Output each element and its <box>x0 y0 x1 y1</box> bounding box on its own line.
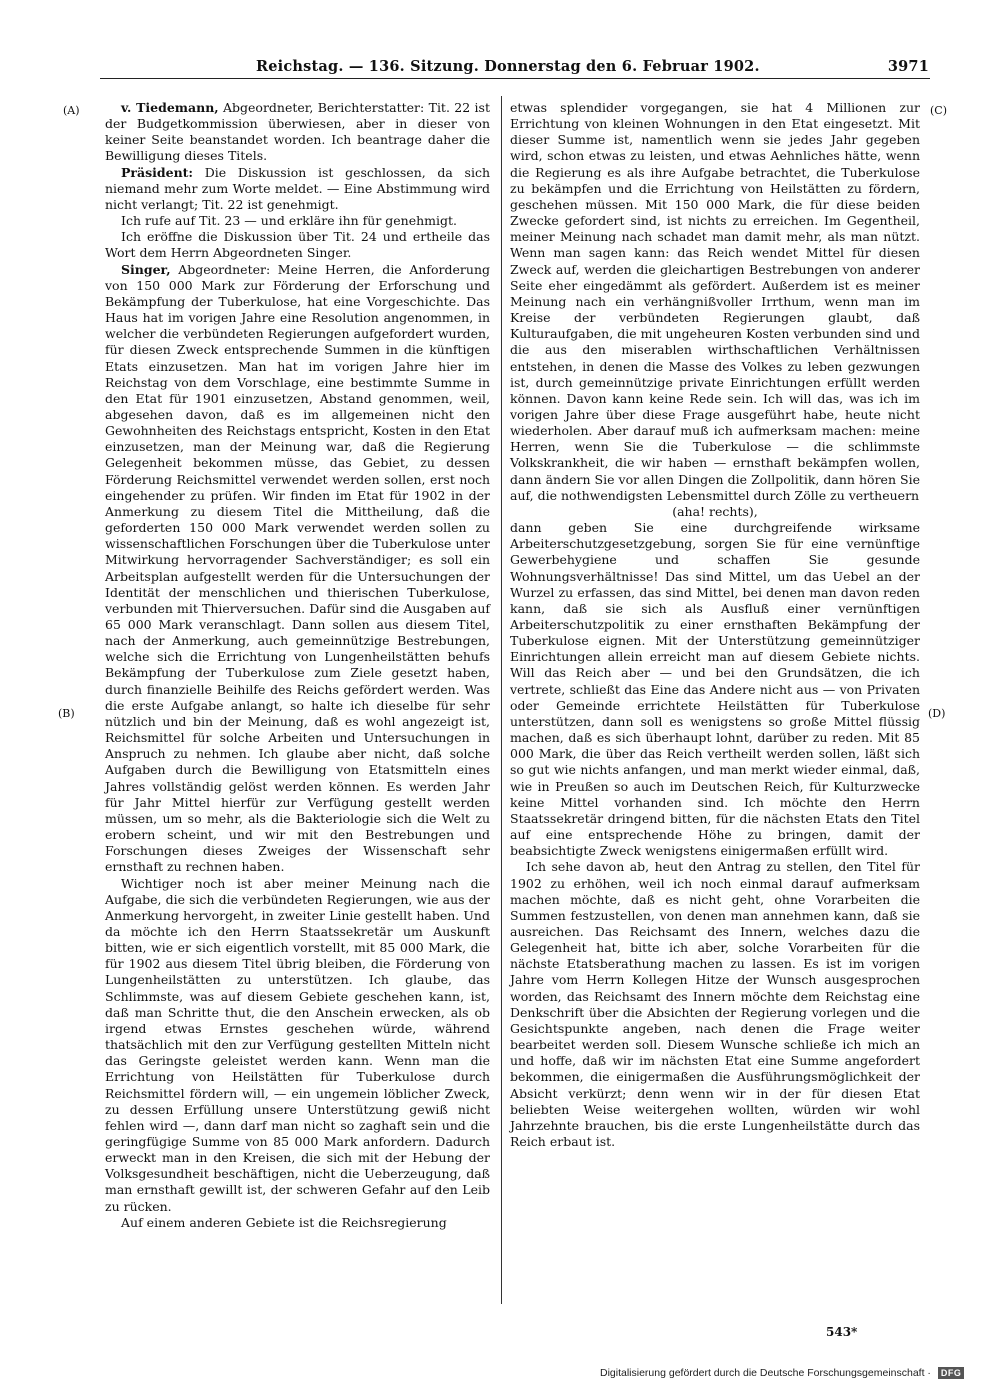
paragraph-text: Ich rufe auf Tit. 23 — und erkläre ihn für genehmigt. <box>121 213 458 229</box>
running-head: Reichstag. — 136. Sitzung. Donnerstag den 6. Februar 1902. <box>256 58 760 75</box>
paragraph-text: Auf einem anderen Gebiete ist die Reichsregierung <box>121 1214 447 1230</box>
header-rule <box>100 78 930 79</box>
paragraph <box>105 1215 490 1231</box>
margin-letter-d: (D) <box>928 707 946 720</box>
sheet-signature: 543* <box>826 1325 858 1339</box>
speaker-name: Singer, <box>121 261 171 277</box>
paragraph: dann geben Sie eine durchgreifende wirksame Arbeiterschutzgesetzgebung, sorgen Sie für eine vernünftige Gewerbehygiene und schaffen Sie gesunde Wohnungsverhältnisse! Das sind Mittel, um das Uebel an der Wurzel zu erfassen, das sind Mittel, bei denen man davon reden kann, daß sie sich als Ausfluß einer vernünftigen Arbeiterschutzpolitik zu einer ernsthaften Bekämpfung der Tuberkulose eignen. Mit der Unterstützung gemeinnütziger Einrichtungen allein erreicht man auf diesem Gebiete nichts. Will das Reich aber — und bei den Grundsätzen, die ich vertrete, schließt das Eine das Andere nicht aus — von Privaten oder Gemeinde errichtete Heilstätten für Tuberkulose unterstützen, dann soll es wenigstens so große Mittel flüssig machen, daß es sich überhaupt lohnt, darüber zu reden. Mit 85 000 Mark, die über das Reich vertheilt werden sollen, läßt sich so gut wie nichts anfangen, und man merkt wieder einmal, daß, wie in Preußen so auch im Deutschen Reich, für Kulturzwecke keine Mittel vorhanden sind. Ich möchte den Herrn Staatssekretär dringend bitten, für die nächsten Etats den Titel auf eine entsprechende Höhe zu bringen, damit der beabsichtigte Zweck wenigstens einigermaßen erfüllt wird. <box>510 520 920 859</box>
column-rule <box>501 96 502 1304</box>
paragraph <box>105 876 490 1215</box>
page-number: 3971 <box>887 58 929 75</box>
running-header <box>256 58 929 80</box>
paragraph: Ich sehe davon ab, heut den Antrag zu stellen, den Titel für 1902 zu erhöhen, weil ich noch einmal darauf aufmerksam machen möchte, daß es nicht geht, ohne Vorarbeiten die Summen festzustellen, von denen man annehmen kann, daß sie ausreichen. Das Reichsamt des Innern, welches dazu die Gelegenheit hat, bitte ich aber, solche Vorarbeiten für die nächste Etatsberathung machen zu lassen. Es ist im vorigen Jahre vom Herrn Kollegen Hitze der Wunsch ausgesprochen worden, das Reichsamt des Innern möchte dem Reichstag eine Denkschrift über die Absichten der Regierung vorlegen und die Gesichtspunkte angeben, nach denen die Frage weiter bearbeitet werden soll. Diesem Wunsche schließe ich mich an und hoffe, daß wir im nächsten Etat eine Summe angefordert bekommen, die einigermaßen die Ausführungsmöglichkeit der Absicht verkürzt; denn wenn wir in der für diesen Etat beliebten Weise weitergehen wollten, würden wir wohl Jahrzehnte brauchen, bis die erste Lungenheilstätte durch das Reich erbaut ist. <box>510 859 920 1149</box>
paragraph <box>105 262 490 876</box>
paragraph: etwas splendider vorgegangen, sie hat 4 Millionen zur Errichtung von kleinen Wohnungen in den Etat eingesetzt. Mit dieser Summe ist, namentlich wenn sie jedes Jahr gegeben wird, schon etwas zu leisten, und etwas Aehnliches hätte, wenn die Regierung es als ihre Aufgabe betrachtet, die Tuberkulose zu bekämpfen und die Errichtung von Heilstätten zu fördern, geschehen müssen. Mit 150 000 Mark, die für diese beiden Zwecke gefordert sind, ist nichts zu erreichen. Im Gegentheil, meiner Meinung nach schadet man damit mehr, als man nützt. Wenn man sagen kann: das Reich wendet Mittel für diesen Zweck auf, werden die gleichartigen Bestrebungen von anderer Seite eher eingedämmt als gefördert. Außerdem ist es meiner Meinung nach ein verhängnißvoller Irrthum, wenn man im Kreise der verbündeten Regierungen glaubt, daß Kulturaufgaben, die mit ungeheuren Kosten verbunden sind und die aus den miserablen wirthschaftlichen Verhältnissen entstehen, in denen die Masse des Volkes zu leben gezwungen ist, durch gemeinnützige private Einrichtungen erfüllt werden können. Davon kann keine Rede sein. Ich will das, was ich im vorigen Jahre über diese Frage ausgeführt habe, heute nicht wiederholen. Aber darauf muß ich aufmerksam machen: meine Herren, wenn Sie die Tuberkulose — die schlimmste Volkskrankheit, die wir haben — ernsthaft bekämpfen wollen, dann ändern Sie vor allen Dingen die Zollpolitik, dann hören Sie auf, die nothwendigsten Lebensmittel durch Zölle zu vertheuern <box>510 100 920 503</box>
margin-letter-c: (C) <box>930 104 947 117</box>
paragraph-text: Die Diskussion ist geschlossen, da sich niemand mehr zum Worte meldet. — Eine Abstimmung wird nicht verlangt; Tit. 22 ist genehmigt. <box>105 164 490 212</box>
paragraph <box>105 165 490 213</box>
interjection: (aha! rechts), <box>672 503 758 519</box>
dfg-logo: DFG <box>938 1367 965 1379</box>
margin-letter-b: (B) <box>58 707 75 720</box>
paragraph-text: Wichtiger noch ist aber meiner Meinung nach die Aufgabe, die sich die verbündeten Regierungen, wie aus der Anmerkung hervorgeht, in zweiter Linie gestellt haben. Und da möchte ich den Herrn Staatssekretär um Auskunft bitten, wie er sich eigentlich vorstellt, mit 85 000 Mark, die für 1902 aus diesem Titel übrig bleiben, die Förderung von Lungenheilstätten zu unterstützen. Ich glaube, das Schlimmste, was auf diesem Gebiete geschehen kann, ist, daß man Schritte thut, die den Anschein erwecken, als ob irgend etwas Ernstes geschehen würde, während thatsächlich mit den zur Verfügung gestellten Mitteln nicht das Geringste geleistet werden kann. Wenn man die Errichtung von Heilstätten für Tuberkulose durch Reichsmittel fördern will, — ein ungemein löblicher Zweck, zu dessen Erfüllung unsere Unterstützung gewiß nicht fehlen wird —, dann darf man nicht so zaghaft sein und die geringfügige Summe von 85 000 Mark anfordern. Dadurch erweckt man in den Kreisen, die sich mit der Hebung der Volksgesundheit beschäftigen, nicht die Ueberzeugung, daß man ernsthaft gewillt ist, der schweren Gefahr auf den Leib zu rücken. <box>105 875 490 1214</box>
paragraph <box>105 100 490 165</box>
paragraph-text: Abgeordneter: Meine Herren, die Anforderung von 150 000 Mark zur Förderung der Erforschung und Bekämpfung der Tuberkulose, hat eine Vorgeschichte. Das Haus hat im vorigen Jahre eine Resolution angenommen, in welcher die verbündeten Regierungen aufgefordert wurden, für diesen Zweck entsprechende Summen in die künftigen Etats einzusetzen. Man hat im vorigen Jahre hier im Reichstag von dem Vorschlage, eine bestimmte Summe in den Etat für 1901 einzusetzen, Abstand genommen, weil, abgesehen davon, daß es im allgemeinen nicht den Gewohnheiten des Reichstags entspricht, Kosten in den Etat einzusetzen, man der Meinung war, daß die Regierung Gelegenheit bekommen müsse, das Gebiet, zu dessen Förderung Reichsmittel verwendet werden sollen, erst noch eingehender zu prüfen. Wir finden im Etat für 1902 in der Anmerkung zu diesem Titel die Mittheilung, daß die geforderten 150 000 Mark verwendet werden sollen zu wissenschaftlichen Forschungen über die Tuberkulose unter Mitwirkung hervorragender Sachverständiger; es soll ein Arbeitsplan aufgestellt werden für die Untersuchungen der Identität der menschlichen und thierischen Tuberkulose, verbunden mit Thierversuchen. Dafür sind die Ausgaben auf 65 000 Mark veranschlagt. Dann sollen aus diesem Titel, nach der Anmerkung, auch gemeinnützige Bestrebungen, welche sich die Errichtung von Lungenheilstätten behufs Bekämpfung der Tuberkulose zum Ziele gesetzt haben, durch finanzielle Beihilfe des Reichs gefördert werden. Was die erste Aufgabe anlangt, so halte ich dieselbe für sehr nützlich und bin der Meinung, daß es wohl angezeigt ist, Reichsmittel für solche Arbeiten und Untersuchungen in Anspruch zu nehmen. Ich glaube aber nicht, daß solche Aufgaben durch die Bewilligung von Etatsmitteln eines Jahres vollständig gelöst werden können. Es werden Jahr für Jahr Mittel hierfür zur Verfügung gestellt werden müssen, um so mehr, als die Bakteriologie sich die Welt zu erobern scheint, und wir mit den Bestrebungen und Forschungen dieses Zweiges der Wissenschaft sehr ernsthaft zu rechnen haben. <box>105 261 490 875</box>
footer-credit <box>600 1367 992 1383</box>
speaker-name: Präsident: <box>121 164 194 180</box>
right-column <box>510 100 920 1150</box>
margin-letter-a: (A) <box>63 104 80 117</box>
paragraph-text: Abgeordneter, Berichterstatter: Tit. 22 ist der Budgetkommission überwiesen, aber in dieser von keiner Seite beanstandet worden. Ich beantrage daher die Bewilligung dieses Titels. <box>105 100 490 164</box>
paragraph <box>105 213 490 229</box>
footer-text: Digitalisierung gefördert durch die Deutsche Forschungsgemeinschaft · <box>600 1367 931 1379</box>
paragraph <box>105 229 490 261</box>
speaker-name: v. Tiedemann, <box>121 100 219 115</box>
left-column <box>105 100 490 1231</box>
paragraph-text: Ich eröffne die Diskussion über Tit. 24 und ertheile das Wort dem Herrn Abgeordneten Singer. <box>105 229 490 261</box>
